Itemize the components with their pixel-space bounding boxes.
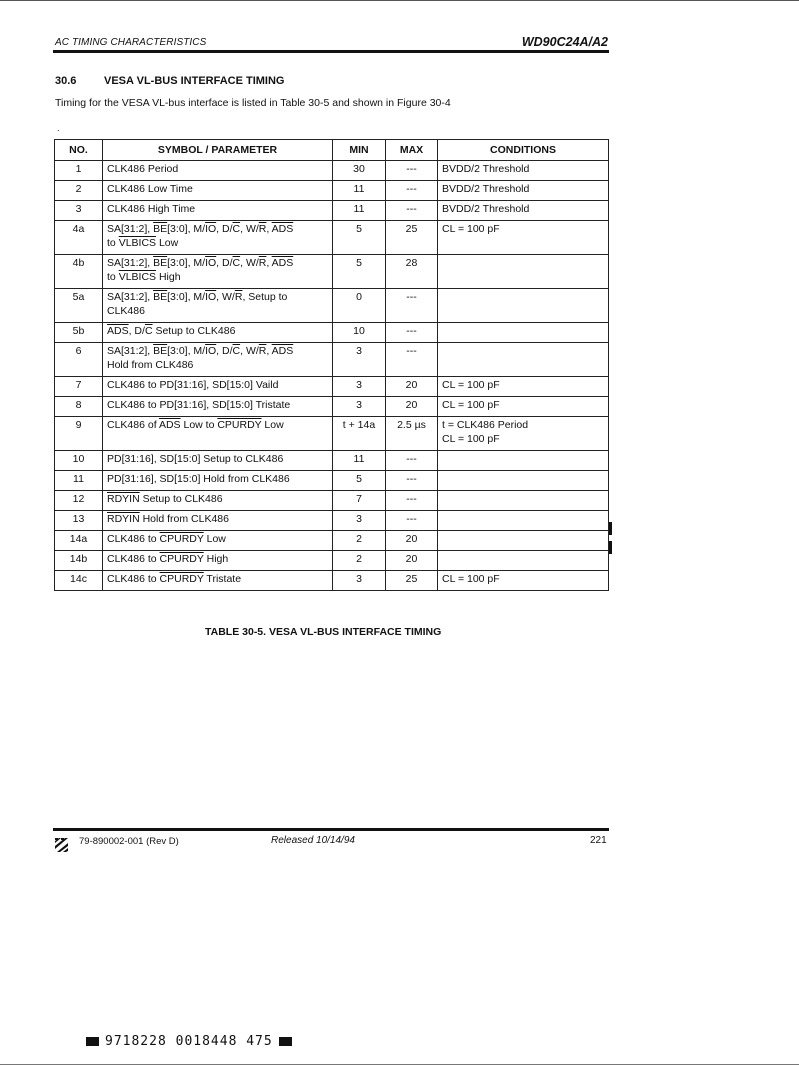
page-top-edge	[0, 0, 799, 1]
table-row	[55, 161, 609, 181]
row-max: ---	[386, 181, 438, 201]
row-conditions: BVDD/2 Threshold	[438, 161, 609, 181]
row-no: 3	[55, 201, 103, 221]
row-conditions: CL = 100 pF	[438, 377, 609, 397]
row-conditions: CL = 100 pF	[438, 571, 609, 591]
row-min: 10	[333, 323, 386, 343]
row-conditions	[438, 451, 609, 471]
table-row	[55, 255, 609, 289]
header-max: MAX	[386, 140, 438, 161]
row-no: 2	[55, 181, 103, 201]
row-conditions: BVDD/2 Threshold	[438, 201, 609, 221]
row-max: 25	[386, 571, 438, 591]
table-row	[55, 377, 609, 397]
row-max: 20	[386, 531, 438, 551]
row-min: 11	[333, 451, 386, 471]
change-bar	[609, 522, 612, 535]
row-param: CLK486 High Time	[103, 201, 333, 221]
table-caption: TABLE 30-5. VESA VL-BUS INTERFACE TIMING	[205, 626, 442, 638]
change-bar	[609, 541, 612, 554]
wd-logo-icon	[55, 838, 68, 852]
row-no: 8	[55, 397, 103, 417]
row-min: 7	[333, 491, 386, 511]
header-min: MIN	[333, 140, 386, 161]
row-max: 20	[386, 397, 438, 417]
row-no: 4a	[55, 221, 103, 255]
table-row	[55, 417, 609, 451]
row-param: SA[31:2], $\overline{BE}[3:0]$, $M/\overline{IO}$, $D/\overline{C}$, $W/\overline{R}$, $\overline{ADS}$ to VLBICS Low	[103, 221, 333, 255]
row-max: 20	[386, 551, 438, 571]
section-heading	[55, 75, 285, 87]
row-max: 25	[386, 221, 438, 255]
table-row	[55, 451, 609, 471]
table-row	[55, 181, 609, 201]
row-min: 30	[333, 161, 386, 181]
row-min: 11	[333, 201, 386, 221]
row-param: CLK486 of $\overline{ADS}$ Low to CPURDY Low	[103, 417, 333, 451]
table-row	[55, 511, 609, 531]
row-conditions: t = CLK486 Period CL = 100 pF	[438, 417, 609, 451]
row-param: PD[31:16], SD[15:0] Hold from CLK486	[103, 471, 333, 491]
row-no: 1	[55, 161, 103, 181]
row-min: 11	[333, 181, 386, 201]
table-row	[55, 323, 609, 343]
row-no: 12	[55, 491, 103, 511]
row-max: 20	[386, 377, 438, 397]
intro-text: Timing for the VESA VL-bus interface is listed in Table 30-5 and shown in Figure 30-4	[55, 97, 451, 109]
table-row	[55, 221, 609, 255]
timing-table	[54, 139, 609, 591]
row-no: 9	[55, 417, 103, 451]
row-no: 11	[55, 471, 103, 491]
row-max: ---	[386, 323, 438, 343]
row-min: 3	[333, 571, 386, 591]
table-row	[55, 531, 609, 551]
row-no: 14c	[55, 571, 103, 591]
row-no: 14a	[55, 531, 103, 551]
table-row	[55, 491, 609, 511]
row-min: 3	[333, 343, 386, 377]
row-conditions	[438, 531, 609, 551]
header-conditions: CONDITIONS	[438, 140, 609, 161]
row-no: 4b	[55, 255, 103, 289]
row-no: 5a	[55, 289, 103, 323]
row-param: CLK486 to CPURDY Tristate	[103, 571, 333, 591]
row-max: ---	[386, 471, 438, 491]
row-param: RDYIN Hold from CLK486	[103, 511, 333, 531]
header-no: NO.	[55, 140, 103, 161]
row-max: ---	[386, 201, 438, 221]
table-row	[55, 289, 609, 323]
barcode-digits: 9718228 0018448 475	[105, 1034, 273, 1049]
footer-doc-number: 79-890002-001 (Rev D)	[79, 836, 179, 847]
row-param: SA[31:2], $\overline{BE}[3:0]$, $M/\overline{IO}$, $W/\overline{R}$, Setup to CLK486	[103, 289, 333, 323]
row-param: $\overline{ADS}$, $D/\overline{C}$ Setup to CLK486	[103, 323, 333, 343]
row-min: 2	[333, 551, 386, 571]
row-param: PD[31:16], SD[15:0] Setup to CLK486	[103, 451, 333, 471]
row-max: ---	[386, 161, 438, 181]
row-conditions	[438, 343, 609, 377]
row-max: 2.5 µs	[386, 417, 438, 451]
row-min: 5	[333, 471, 386, 491]
row-min: 5	[333, 255, 386, 289]
row-min: 0	[333, 289, 386, 323]
header-part-number: WD90C24A/A2	[521, 35, 608, 49]
table-row	[55, 551, 609, 571]
row-min: 5	[333, 221, 386, 255]
row-param: CLK486 to CPURDY Low	[103, 531, 333, 551]
row-no: 6	[55, 343, 103, 377]
row-conditions: CL = 100 pF	[438, 397, 609, 417]
row-conditions: BVDD/2 Threshold	[438, 181, 609, 201]
row-min: 3	[333, 377, 386, 397]
row-max: ---	[386, 451, 438, 471]
row-conditions	[438, 491, 609, 511]
table-row	[55, 571, 609, 591]
row-param: CLK486 to PD[31:16], SD[15:0] Vaild	[103, 377, 333, 397]
table-row	[55, 471, 609, 491]
table-row	[55, 201, 609, 221]
row-max: ---	[386, 343, 438, 377]
footer-page-number: 221	[590, 835, 607, 846]
row-conditions	[438, 511, 609, 531]
header-rule	[53, 50, 609, 53]
row-max: ---	[386, 289, 438, 323]
row-min: 2	[333, 531, 386, 551]
row-no: 10	[55, 451, 103, 471]
barcode-block-icon	[279, 1037, 292, 1046]
row-max: ---	[386, 491, 438, 511]
row-no: 7	[55, 377, 103, 397]
row-conditions	[438, 551, 609, 571]
row-param: CLK486 Period	[103, 161, 333, 181]
footer-rule	[53, 828, 609, 831]
row-param: RDYIN Setup to CLK486	[103, 491, 333, 511]
table-header-row	[55, 140, 609, 161]
row-min: 3	[333, 511, 386, 531]
stray-dot: .	[57, 123, 60, 133]
section-number: 30.6	[55, 75, 77, 87]
row-conditions	[438, 471, 609, 491]
row-conditions	[438, 323, 609, 343]
row-min: 3	[333, 397, 386, 417]
row-param: CLK486 to PD[31:16], SD[15:0] Tristate	[103, 397, 333, 417]
footer-release-date: Released 10/14/94	[271, 835, 355, 846]
row-conditions: CL = 100 pF	[438, 221, 609, 255]
row-conditions	[438, 289, 609, 323]
header-parameter: SYMBOL / PARAMETER	[103, 140, 333, 161]
row-param: SA[31:2], $\overline{BE}[3:0]$, $M/\overline{IO}$, $D/\overline{C}$, $W/\overline{R}$, $\overline{ADS}$ to VLBICS High	[103, 255, 333, 289]
row-no: 13	[55, 511, 103, 531]
row-conditions	[438, 255, 609, 289]
row-param: CLK486 to CPURDY High	[103, 551, 333, 571]
table-row	[55, 343, 609, 377]
barcode-block-icon	[86, 1037, 99, 1046]
section-title-text: VESA VL-BUS INTERFACE TIMING	[104, 75, 285, 87]
row-max: 28	[386, 255, 438, 289]
scan-barcode	[80, 1034, 298, 1049]
row-max: ---	[386, 511, 438, 531]
row-no: 14b	[55, 551, 103, 571]
row-no: 5b	[55, 323, 103, 343]
row-min: t + 14a	[333, 417, 386, 451]
table-row	[55, 397, 609, 417]
row-param: CLK486 Low Time	[103, 181, 333, 201]
row-param: SA[31:2], $\overline{BE}[3:0]$, $M/\overline{IO}$, $D/\overline{C}$, $W/\overline{R}$, $\overline{ADS}$ Hold from CLK486	[103, 343, 333, 377]
header-section-name: AC TIMING CHARACTERISTICS	[55, 37, 207, 48]
